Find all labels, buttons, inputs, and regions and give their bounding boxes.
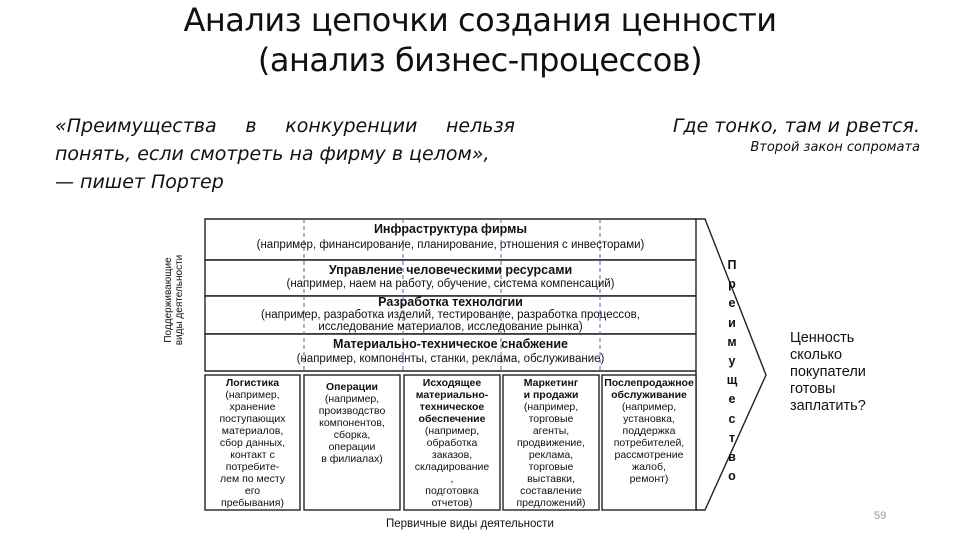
quote-word: нельзя xyxy=(446,115,515,137)
margin-label: П р е и м у щ е с т в о xyxy=(726,258,738,484)
value-question: Ценность сколько покупатели готовы заплатить? xyxy=(790,330,866,414)
support-title-infrastructure: Инфраструктура фирмы xyxy=(373,222,528,236)
primary-operations: Операции (например, производство компонентов, сборка, операции в филиалах) xyxy=(318,381,386,465)
quote-word: в xyxy=(245,115,257,137)
support-desc-hr: (например, наем на работу, обучение, система компенсаций) xyxy=(286,278,615,290)
quote-word: «Преимущества xyxy=(55,115,217,137)
support-desc-infrastructure: (например, финансирование, планирование, отношения с инвесторами) xyxy=(256,239,645,251)
support-title-procurement: Материально-техническое снабжение xyxy=(333,337,568,351)
quote-line-2: понять, если смотреть на фирму в целом», xyxy=(55,143,490,165)
support-activities-label: Поддерживающие виды деятельности xyxy=(163,254,185,346)
support-title-hr: Управление человеческими ресурсами xyxy=(328,263,573,277)
support-desc-technology-2: исследование материалов, исследование рынка) xyxy=(318,321,583,333)
primary-marketing: Маркетинг и продажи (например, торговые агенты, продвижение, реклама, торговые выставки, составление предложений) xyxy=(516,377,586,509)
epigraph-source: Второй закон сопромата xyxy=(750,140,920,155)
title-line-2: (анализ бизнес-процессов) xyxy=(257,41,703,79)
primary-service: Послепродажное обслуживание (например, установка, поддержка потребителей, рассмотрение жалоб, ремонт) xyxy=(604,377,694,485)
title-line-1: Анализ цепочки создания ценности xyxy=(183,1,777,39)
support-desc-technology: (например, разработка изделий, тестирование, разработка процессов, xyxy=(261,309,640,321)
primary-activities-label: Первичные виды деятельности xyxy=(386,518,554,530)
primary-outbound: Исходящее материально- техническое обеспечение (например, обработка заказов, складирование , подготовка отчетов) xyxy=(414,377,490,509)
primary-logistics: Логистика (например, хранение поступающих материалов, сбор данных, контакт с потребите- лем по месту его пребывания) xyxy=(219,377,286,509)
page-number: 59 xyxy=(874,510,887,522)
epigraph-text: Где тонко, там и рвется. xyxy=(672,115,920,137)
support-desc-procurement: (например, компоненты, станки, реклама, обслуживание) xyxy=(296,353,605,365)
quote-word: конкуренции xyxy=(285,115,418,137)
quote-line-3: — пишет Портер xyxy=(55,171,224,193)
support-title-technology: Разработка технологии xyxy=(378,295,523,309)
